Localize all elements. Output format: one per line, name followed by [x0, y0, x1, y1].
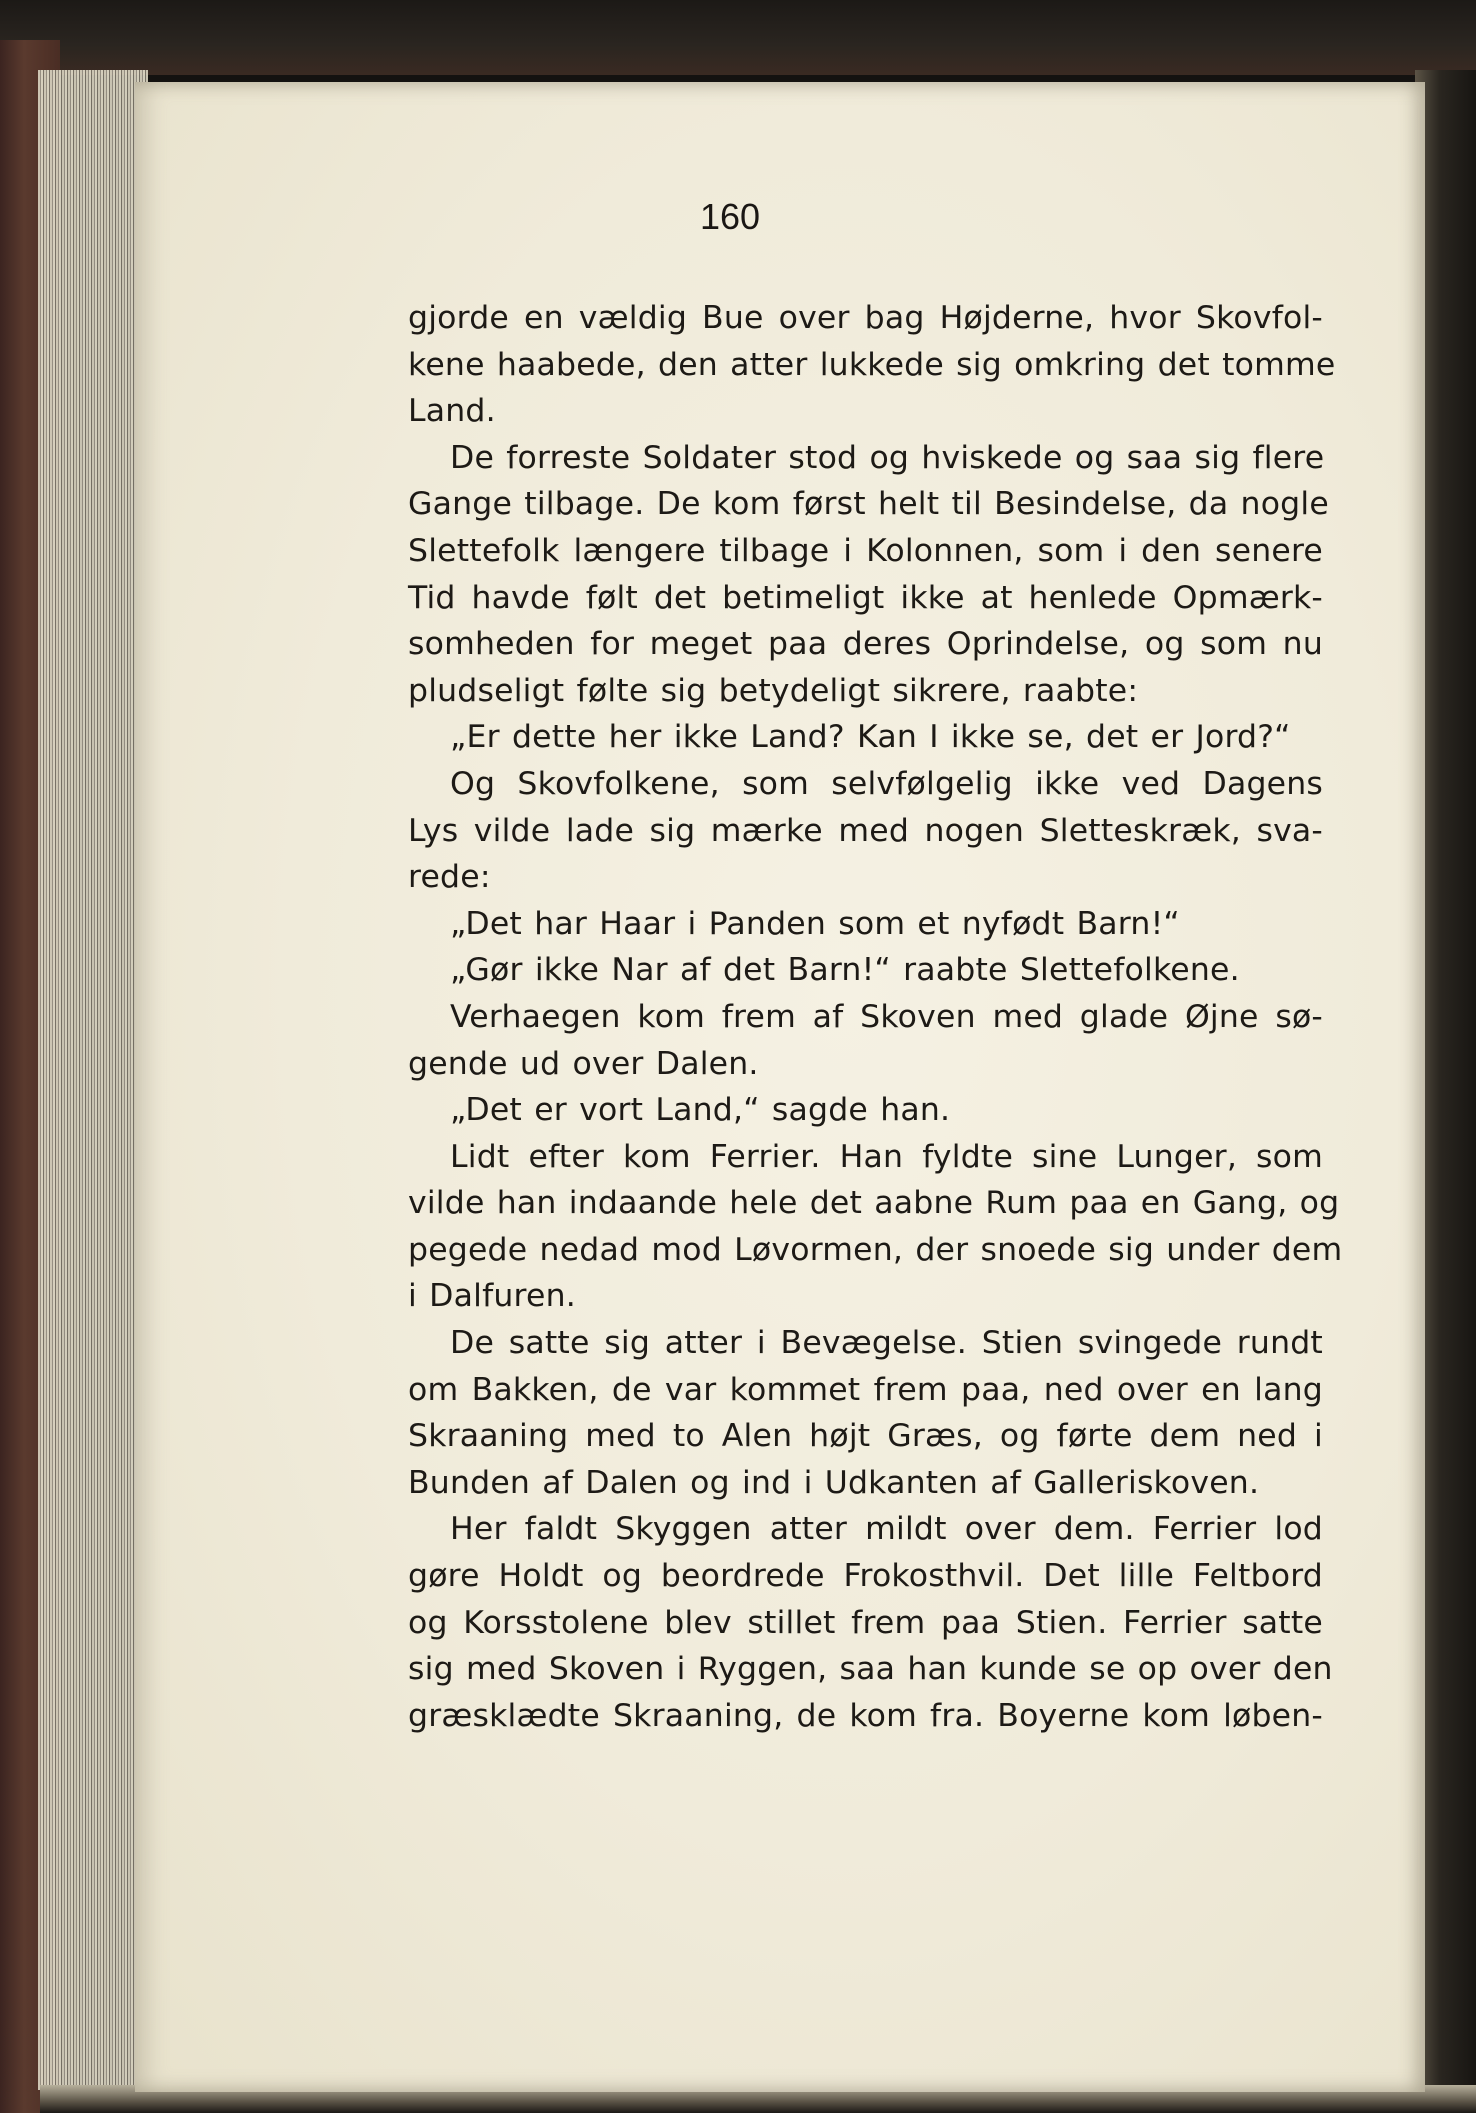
text-line: Gange tilbage. De kom først helt til Besindelse, da nogle [408, 486, 1329, 523]
text-line: Land. [408, 393, 496, 430]
text-line: De satte sig atter i Bevægelse. Stien svingede rundt [450, 1325, 1323, 1362]
text-line: Og Skovfolkene, som selvfølgelig ikke ved Dagens [450, 765, 1323, 802]
page-number: 160 [699, 196, 761, 237]
text-line: græsklædte Skraaning, de kom fra. Boyerne kom løben- [408, 1697, 1323, 1734]
book-cover-top [0, 0, 1476, 75]
body-text [408, 295, 1343, 1739]
text-line: Bunden af Dalen og ind i Udkanten af Galleriskoven. [408, 1464, 1260, 1501]
text-line: gende ud over Dalen. [408, 1045, 759, 1082]
text-line: Slettefolk længere tilbage i Kolonnen, som i den senere [408, 532, 1323, 569]
text-line: pegede nedad mod Løvormen, der snoede sig under dem [408, 1231, 1343, 1268]
text-line: gjorde en vældig Bue over bag Højderne, hvor Skovfol- [408, 300, 1323, 336]
text-line: Tid havde følt det betimeligt ikke at henlede Opmærk- [408, 579, 1323, 616]
text-line: rede: [408, 859, 491, 896]
text-line: pludseligt følte sig betydeligt sikrere, raabte: [408, 672, 1139, 709]
text-line: og Korsstolene blev stillet frem paa Stien. Ferrier satte [408, 1604, 1323, 1641]
page-stack-edges [38, 70, 148, 2090]
text-line: Verhaegen kom frem af Skoven med glade Øjne sø- [450, 998, 1323, 1035]
text-line: vilde han indaande hele det aabne Rum paa en Gang, og [408, 1185, 1340, 1222]
text-line: kene haabede, den atter lukkede sig omkring det tomme [408, 346, 1336, 383]
text-line: „Det er vort Land,“ sagde han. [450, 1092, 951, 1129]
text-line: Lys vilde lade sig mærke med nogen Sletteskræk, sva- [408, 812, 1323, 849]
text-line: om Bakken, de var kommet frem paa, ned over en lang [408, 1371, 1323, 1408]
text-line: gøre Holdt og beordrede Frokosthvil. Det lille Feltbord [408, 1558, 1323, 1595]
text-line: „Gør ikke Nar af det Barn!“ raabte Slettefolkene. [450, 952, 1240, 989]
text-line: Lidt efter kom Ferrier. Han fyldte sine Lunger, som [450, 1138, 1323, 1175]
text-line: „Det har Haar i Panden som et nyfødt Barn!“ [450, 905, 1180, 942]
text-line: somheden for meget paa deres Oprindelse, og som nu [408, 626, 1323, 663]
text-line: sig med Skoven i Ryggen, saa han kunde se op over den [408, 1651, 1333, 1688]
text-line: „Er dette her ikke Land? Kan I ikke se, det er Jord?“ [450, 719, 1291, 756]
text-line: Her faldt Skyggen atter mildt over dem. Ferrier lod [450, 1511, 1323, 1548]
text-line: De forreste Soldater stod og hviskede og saa sig flere [450, 439, 1325, 476]
text-line: i Dalfuren. [408, 1278, 576, 1315]
text-line: Skraaning med to Alen højt Græs, og førte dem ned i [408, 1418, 1323, 1455]
